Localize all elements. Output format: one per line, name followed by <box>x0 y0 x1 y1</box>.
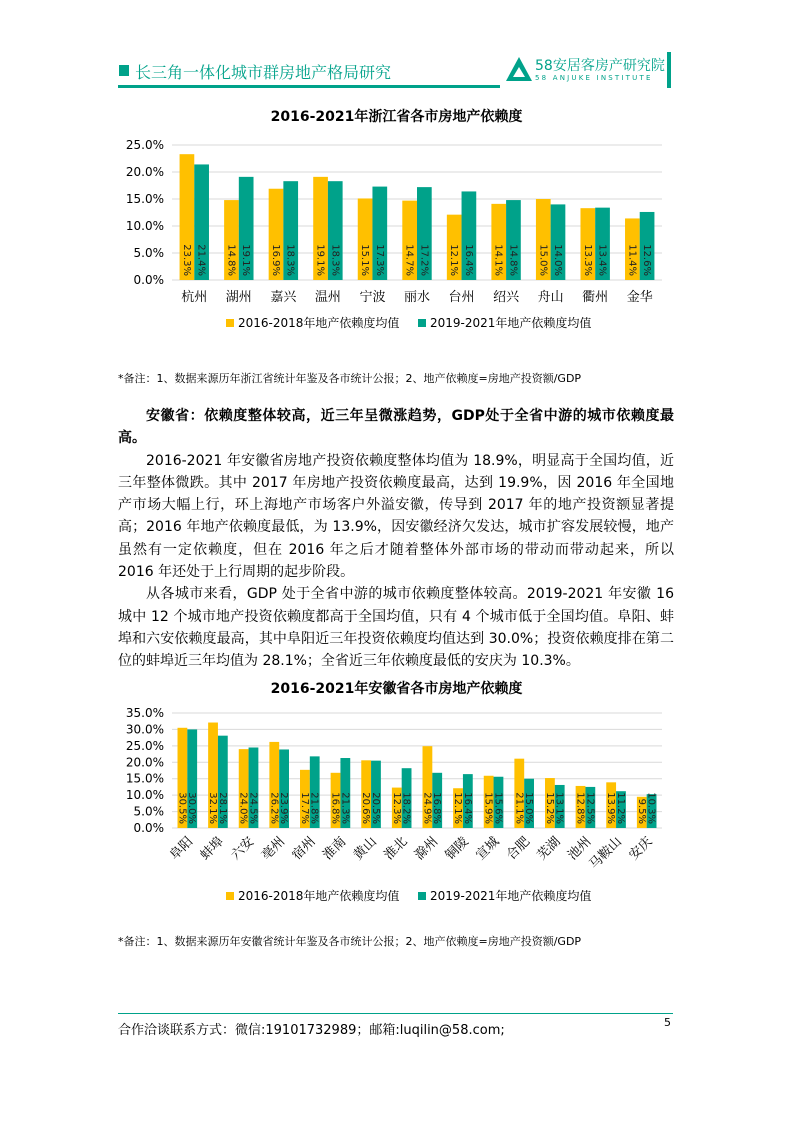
legend-label: 2016-2018年地产依赖度均值 <box>238 316 400 330</box>
body-text <box>118 405 674 673</box>
category-label: 金华 <box>626 290 653 305</box>
y-tick-label: 5.0% <box>133 246 164 260</box>
data-label: 23.9% <box>278 792 290 824</box>
category-label: 亳州 <box>259 834 289 864</box>
y-tick-label: 10.0% <box>125 788 164 803</box>
data-label: 11.4% <box>626 244 638 276</box>
data-label: 13.1% <box>553 792 565 824</box>
category-label: 淮北 <box>381 834 411 864</box>
data-label: 19.1% <box>314 244 326 276</box>
data-label: 20.6% <box>360 792 372 824</box>
chart1-zhejiang <box>0 130 793 340</box>
category-label: 蚌埠 <box>197 834 227 864</box>
data-label: 20.5% <box>369 792 381 824</box>
data-label: 16.9% <box>270 244 282 276</box>
data-label: 16.4% <box>462 244 474 276</box>
category-label: 台州 <box>448 290 475 305</box>
data-label: 14.8% <box>507 244 519 276</box>
data-label: 17.3% <box>373 244 385 276</box>
category-label: 温州 <box>314 290 341 305</box>
y-tick-label: 30.0% <box>125 722 164 737</box>
category-label: 芜湖 <box>534 834 564 864</box>
data-label: 12.1% <box>448 244 460 276</box>
chart2-title: 2016-2021年安徽省各市房地产依赖度 <box>270 681 523 697</box>
footer-contact: 合作洽谈联系方式：微信:19101732989；邮箱:luqilin@58.com; <box>118 1023 505 1038</box>
y-tick-label: 5.0% <box>133 804 164 819</box>
legend-label: 2019-2021年地产依赖度均值 <box>430 889 592 903</box>
data-label: 21.8% <box>308 792 320 824</box>
data-label: 10.3% <box>645 792 657 824</box>
y-tick-label: 15.0% <box>125 192 164 206</box>
category-label: 黄山 <box>350 834 380 864</box>
data-label: 19.1% <box>240 244 252 276</box>
category-label: 马鞍山 <box>586 834 625 873</box>
category-label: 绍兴 <box>493 290 520 305</box>
legend-swatch <box>226 319 234 327</box>
y-tick-label: 20.0% <box>125 165 164 179</box>
data-label: 24.5% <box>247 792 259 824</box>
category-label: 合肥 <box>504 834 534 864</box>
data-label: 14.8% <box>225 244 237 276</box>
paragraph-2: 从各城市来看，GDP 处于全省中游的城市依赖度整体较高。2019-2021 年安徽 16 城中 12 个城市地产投资依赖度都高于全国均值，只有 4 个城市低于全国均值。阜阳、蚌埠和六安依赖度最高，其中阜阳近三年投资依赖度均值达到 30.0%；投资依赖度排在第二位的蚌埠近三年均值为 28.1%；全省近三年依赖度最低的安庆为 10.3%。 <box>118 586 674 670</box>
data-label: 17.2% <box>418 244 430 276</box>
data-label: 13.3% <box>581 244 593 276</box>
data-label: 30.0% <box>186 792 198 824</box>
category-label: 宿州 <box>289 834 319 864</box>
data-label: 15.0% <box>537 244 549 276</box>
category-label: 湖州 <box>225 290 252 305</box>
data-label: 16.8% <box>431 792 443 824</box>
y-tick-label: 20.0% <box>125 755 164 770</box>
legend-label: 2016-2018年地产依赖度均值 <box>238 889 400 903</box>
data-label: 18.3% <box>329 244 341 276</box>
data-label: 21.4% <box>195 244 207 276</box>
data-label: 13.9% <box>605 792 617 824</box>
data-label: 15.2% <box>543 792 555 824</box>
legend-swatch <box>226 892 234 900</box>
data-label: 14.7% <box>403 244 415 276</box>
category-label: 嘉兴 <box>270 290 297 305</box>
data-label: 23.3% <box>180 244 192 276</box>
data-label: 17.7% <box>298 792 310 824</box>
data-label: 32.1% <box>207 792 219 824</box>
y-tick-label: 35.0% <box>125 706 164 720</box>
legend-label: 2019-2021年地产依赖度均值 <box>430 316 592 330</box>
data-label: 21.1% <box>513 792 525 824</box>
data-label: 16.4% <box>461 792 473 824</box>
y-tick-label: 0.0% <box>133 273 164 287</box>
footer-divider <box>118 1013 673 1014</box>
data-label: 18.2% <box>400 792 412 824</box>
category-label: 阜阳 <box>167 834 197 864</box>
category-label: 衢州 <box>582 290 609 305</box>
category-label: 丽水 <box>403 290 431 305</box>
data-label: 15.6% <box>492 792 504 824</box>
data-label: 30.5% <box>176 792 188 824</box>
category-label: 杭州 <box>181 290 208 305</box>
legend-swatch <box>418 892 426 900</box>
paragraph-1: 2016-2021 年安徽省房地产投资依赖度整体均值为 18.9%，明显高于全国均值，近三年整体微跌。其中 2017 年房地产投资依赖度最高，达到 19.9%，因 2016 年全国地产市场大幅上行，环上海地产市场客户外溢安徽，传导到 2017 年的地产投资额显著提高；2016 年地产依赖度最低，为 13.9%，因安徽经济欠发达，城市扩容发展较慢，地产虽然有一定依赖度，但在 2016 年之后才随着整体外部市场的带动而带动起来，所以 2016 年还处于上行周期的起步阶段。 <box>118 452 674 581</box>
data-label: 24.9% <box>421 792 433 824</box>
y-tick-label: 10.0% <box>125 219 164 233</box>
data-label: 21.3% <box>339 792 351 824</box>
data-label: 12.3% <box>390 792 402 824</box>
page-number: 5 <box>664 1016 671 1029</box>
section-heading: 安徽省：依赖度整体较高，近三年呈微涨趋势，GDP处于全省中游的城市依赖度最高。 <box>118 408 674 447</box>
data-label: 14.1% <box>492 244 504 276</box>
category-label: 舟山 <box>537 290 564 305</box>
category-label: 滁州 <box>412 834 442 864</box>
chart2-anhui <box>0 700 793 915</box>
chart1-note: *备注：1、数据来源历年浙江省统计年鉴及各市统计公报；2、地产依赖度=房地产投资额/GDP <box>118 372 582 385</box>
y-tick-label: 15.0% <box>125 771 164 786</box>
logo-subtext: 58 ANJUKE INSTITUTE <box>535 74 653 82</box>
category-label: 宁波 <box>359 290 386 305</box>
y-tick-label: 25.0% <box>125 738 164 753</box>
category-label: 淮南 <box>320 834 350 864</box>
category-label: 铜陵 <box>442 834 472 864</box>
chart2-note: *备注：1、数据来源历年安徽省统计年鉴及各市统计公报；2、地产依赖度=房地产投资额/GDP <box>118 935 582 948</box>
category-label: 宣城 <box>473 834 503 864</box>
data-label: 14.0% <box>551 244 563 276</box>
data-label: 28.1% <box>216 792 228 824</box>
logo-text: 58安居客房产研究院 <box>535 58 665 74</box>
data-label: 26.2% <box>268 792 280 824</box>
category-label: 六安 <box>228 834 258 864</box>
data-label: 16.8% <box>329 792 341 824</box>
data-label: 15.0% <box>523 792 535 824</box>
data-label: 15.1% <box>359 244 371 276</box>
data-label: 9.5% <box>635 798 647 824</box>
data-label: 13.4% <box>596 244 608 276</box>
header-divider <box>118 85 500 88</box>
header-bar <box>667 52 671 88</box>
header-square-icon <box>119 65 129 76</box>
data-label: 12.1% <box>452 792 464 824</box>
chart1-title: 2016-2021年浙江省各市房地产依赖度 <box>270 109 523 125</box>
legend-swatch <box>418 319 426 327</box>
data-label: 24.0% <box>237 792 249 824</box>
y-tick-label: 0.0% <box>133 821 164 835</box>
y-tick-label: 25.0% <box>125 138 164 152</box>
category-label: 安庆 <box>626 834 656 864</box>
data-label: 15.9% <box>482 792 494 824</box>
logo-icon <box>505 55 533 83</box>
category-label: 池州 <box>565 834 595 864</box>
header-title: 长三角一体化城市群房地产格局研究 <box>135 63 392 82</box>
data-label: 12.6% <box>641 244 653 276</box>
data-label: 11.2% <box>614 792 626 824</box>
data-label: 12.8% <box>574 792 586 824</box>
data-label: 18.3% <box>284 244 296 276</box>
data-label: 12.5% <box>584 792 596 824</box>
